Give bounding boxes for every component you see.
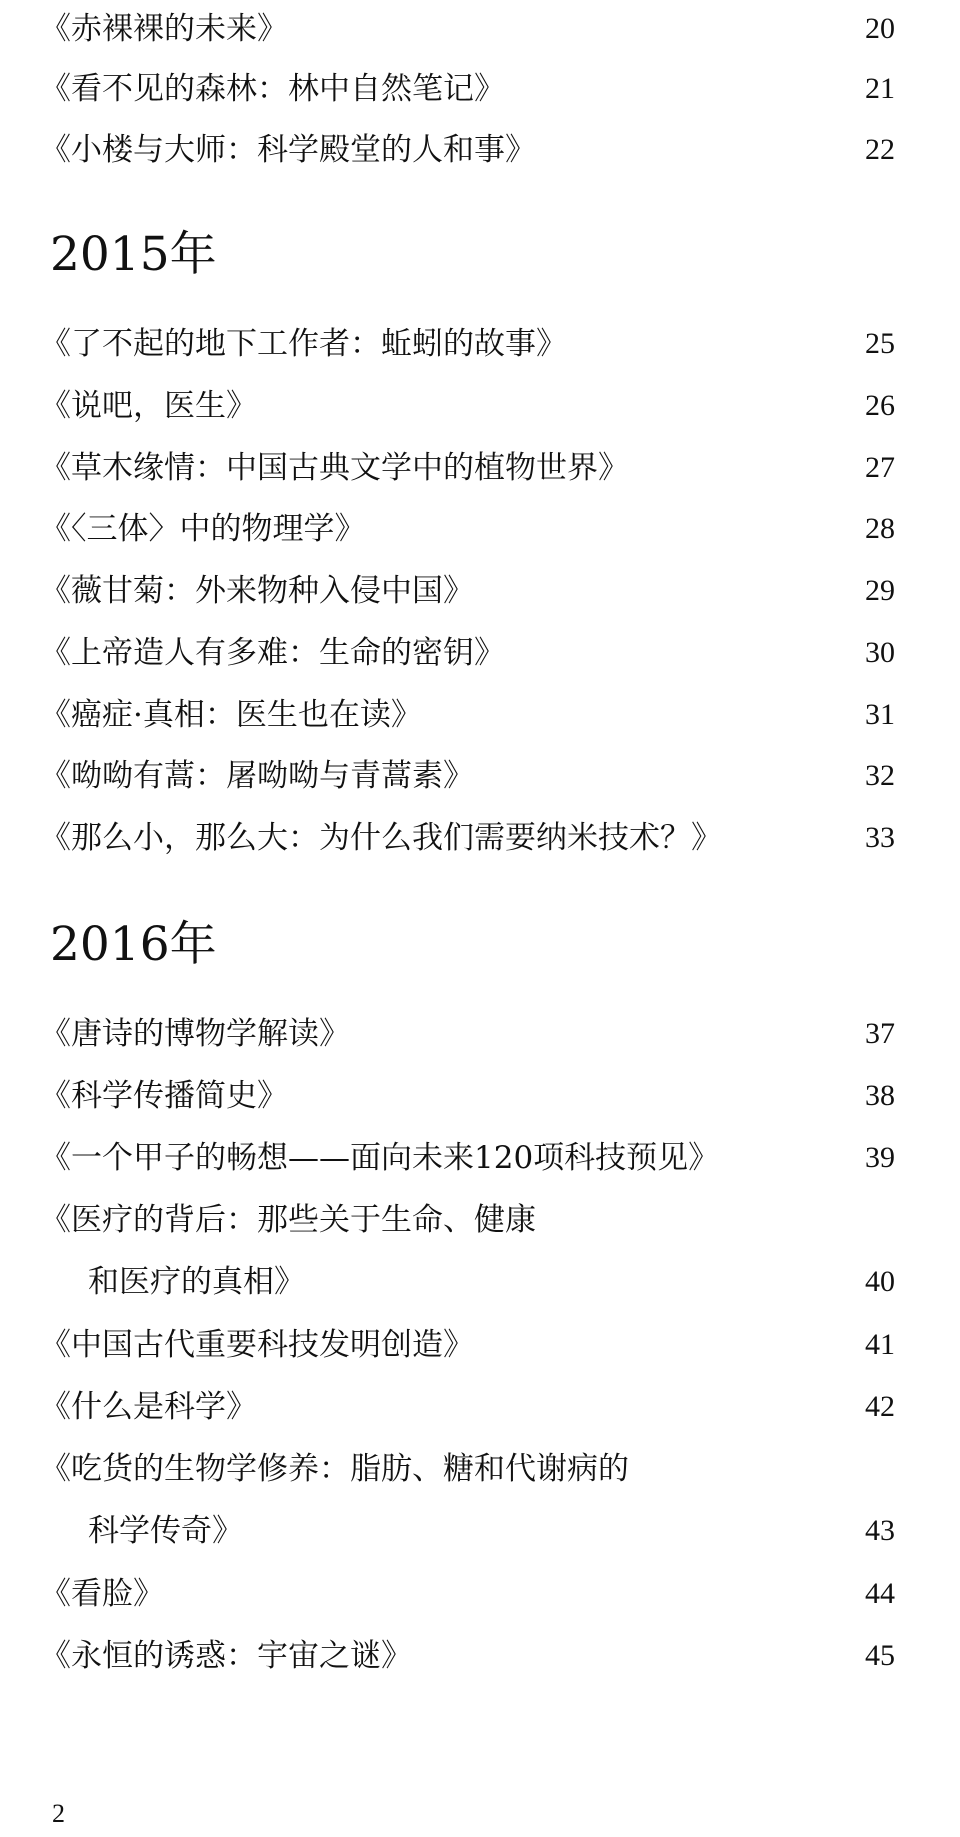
toc-entry-continuation bbox=[0, 1250, 960, 1314]
entry-title-line1: 《医疗的背后：那些关于生命、健康 bbox=[40, 1202, 536, 1238]
entry-page-number: 42 bbox=[865, 1390, 895, 1423]
entry-page-number: 43 bbox=[865, 1514, 895, 1547]
entry-title: 《科学传播简史》 bbox=[40, 1078, 288, 1114]
year-heading-2015: 2015年 bbox=[50, 227, 217, 282]
entry-title: 《中国古代重要科技发明创造》 bbox=[40, 1327, 474, 1363]
toc-entry bbox=[0, 118, 960, 182]
page-number: 2 bbox=[52, 1799, 65, 1828]
entry-page-number: 41 bbox=[865, 1328, 895, 1361]
entry-page-number: 38 bbox=[865, 1079, 895, 1112]
entry-title: 《癌症·真相：医生也在读》 bbox=[40, 697, 422, 733]
entry-page-number: 27 bbox=[865, 451, 895, 484]
entry-title: 《小楼与大师：科学殿堂的人和事》 bbox=[40, 132, 536, 168]
toc-entry bbox=[0, 374, 960, 438]
entry-page-number: 44 bbox=[865, 1577, 895, 1610]
toc-entry bbox=[0, 1375, 960, 1439]
toc-entry bbox=[0, 683, 960, 747]
toc-entry bbox=[0, 1624, 960, 1688]
entry-title: 《草木缘情：中国古典文学中的植物世界》 bbox=[40, 450, 629, 486]
toc-entry bbox=[0, 312, 960, 376]
toc-entry bbox=[0, 559, 960, 623]
toc-entry bbox=[0, 744, 960, 808]
entry-page-number: 32 bbox=[865, 759, 895, 792]
toc-entry bbox=[0, 806, 960, 870]
entry-title: 《〈三体〉中的物理学》 bbox=[40, 511, 366, 547]
toc-entry-continuation bbox=[0, 1499, 960, 1563]
entry-title-line1: 《吃货的生物学修养：脂肪、糖和代谢病的 bbox=[40, 1451, 629, 1487]
entry-page-number: 33 bbox=[865, 821, 895, 854]
entry-title: 《薇甘菊：外来物种入侵中国》 bbox=[40, 573, 474, 609]
entry-title: 《唐诗的博物学解读》 bbox=[40, 1016, 350, 1052]
toc-entry bbox=[0, 1437, 960, 1501]
toc-entry bbox=[0, 57, 960, 121]
toc-entry bbox=[0, 1002, 960, 1066]
entry-title: 《一个甲子的畅想——面向未来120项科技预见》 bbox=[40, 1140, 720, 1176]
toc-entry bbox=[0, 1313, 960, 1377]
entry-title: 《上帝造人有多难：生命的密钥》 bbox=[40, 635, 505, 671]
entry-page-number: 45 bbox=[865, 1639, 895, 1672]
toc-entry bbox=[0, 1188, 960, 1252]
entry-title-line2: 和医疗的真相》 bbox=[88, 1264, 305, 1300]
entry-page-number: 21 bbox=[865, 72, 895, 105]
entry-title: 《了不起的地下工作者：蚯蚓的故事》 bbox=[40, 326, 567, 362]
entry-title: 《看脸》 bbox=[40, 1576, 164, 1612]
entry-title: 《永恒的诱惑：宇宙之谜》 bbox=[40, 1638, 412, 1674]
entry-page-number: 25 bbox=[865, 327, 895, 360]
entry-page-number: 29 bbox=[865, 574, 895, 607]
entry-page-number: 40 bbox=[865, 1265, 895, 1298]
toc-entry bbox=[0, 0, 960, 61]
entry-title-line2: 科学传奇》 bbox=[88, 1513, 243, 1549]
toc-entry bbox=[0, 621, 960, 685]
entry-page-number: 31 bbox=[865, 698, 895, 731]
entry-title: 《看不见的森林：林中自然笔记》 bbox=[40, 71, 505, 107]
entry-page-number: 22 bbox=[865, 133, 895, 166]
entry-title: 《呦呦有蒿：屠呦呦与青蒿素》 bbox=[40, 758, 474, 794]
toc-entry bbox=[0, 436, 960, 500]
entry-title: 《什么是科学》 bbox=[40, 1389, 257, 1425]
entry-page-number: 30 bbox=[865, 636, 895, 669]
year-heading-2016: 2016年 bbox=[50, 917, 217, 972]
toc-entry bbox=[0, 1126, 960, 1190]
toc-entry bbox=[0, 1562, 960, 1626]
toc-entry bbox=[0, 1064, 960, 1128]
entry-title: 《说吧，医生》 bbox=[40, 388, 257, 424]
entry-page-number: 39 bbox=[865, 1141, 895, 1174]
toc-entry bbox=[0, 497, 960, 561]
entry-title: 《那么小，那么大：为什么我们需要纳米技术？》 bbox=[40, 820, 722, 856]
entry-page-number: 26 bbox=[865, 389, 895, 422]
entry-title: 《赤裸裸的未来》 bbox=[40, 11, 288, 47]
entry-page-number: 20 bbox=[865, 12, 895, 45]
entry-page-number: 28 bbox=[865, 512, 895, 545]
entry-page-number: 37 bbox=[865, 1017, 895, 1050]
